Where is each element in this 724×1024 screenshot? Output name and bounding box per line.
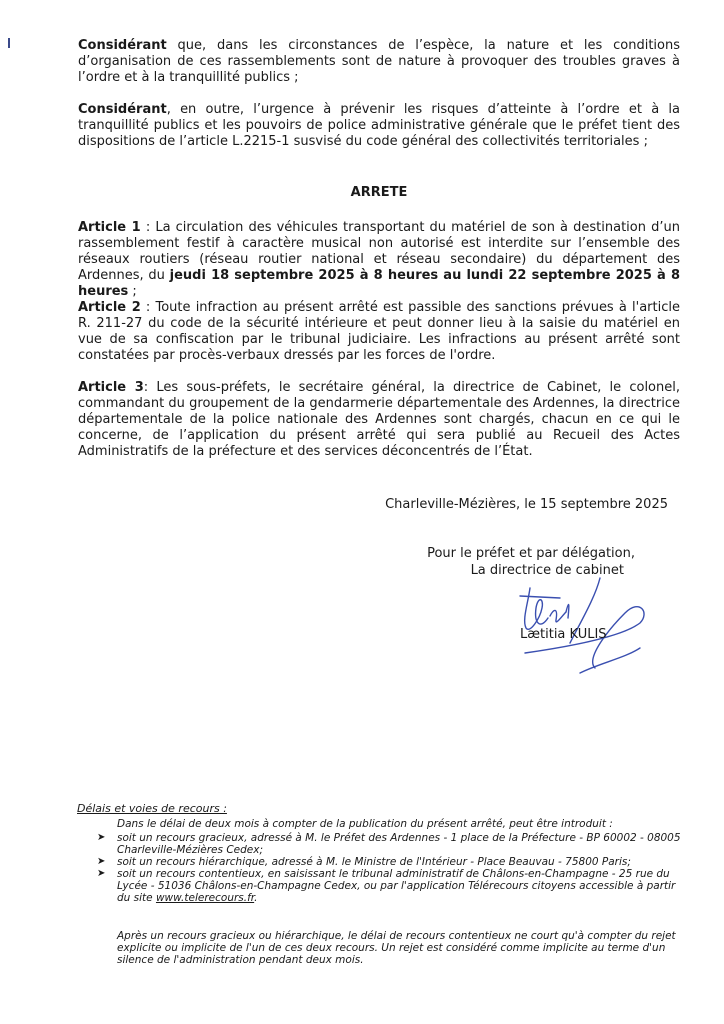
list-item xyxy=(97,832,689,856)
arrete-heading: ARRETE xyxy=(350,185,408,200)
article-label: Article 3 xyxy=(78,380,144,395)
margin-mark xyxy=(8,38,10,48)
considerant-label: Considérant xyxy=(78,38,167,53)
signature-delegation: Pour le préfet et par délégation, xyxy=(427,546,635,561)
arrow-bullet-icon: ➤ xyxy=(97,856,106,867)
article-label: Article 1 xyxy=(78,220,141,235)
article-2 xyxy=(78,300,680,364)
article-dates: jeudi 18 septembre 2025 à 8 heures au lundi 22 septembre 2025 à 8 heures xyxy=(78,268,680,299)
list-item xyxy=(97,856,689,868)
considerant-label: Considérant xyxy=(78,102,167,117)
arrow-bullet-icon: ➤ xyxy=(97,868,106,879)
recours-intro: Dans le délai de deux mois à compter de la publication du présent arrêté, peut être introduit : xyxy=(117,818,613,830)
recours-title: Délais et voies de recours : xyxy=(77,802,227,815)
article-3 xyxy=(78,380,680,460)
article-label: Article 2 xyxy=(78,300,141,315)
considerant-paragraph-2 xyxy=(78,102,680,150)
recours-list xyxy=(97,832,689,904)
arrow-bullet-icon: ➤ xyxy=(97,832,106,843)
telerecours-link[interactable]: www.telerecours.fr xyxy=(155,892,255,904)
recours-item-end: . xyxy=(254,892,258,904)
considerant-paragraph-1 xyxy=(78,38,680,86)
handwritten-signature xyxy=(500,568,660,678)
recours-item-text: soit un recours contentieux, en saisissant le tribunal administratif de Châlons-en-Champagne - 25 rue du Lycée - 51036 Châlons-en-Champagne Cedex, ou par l'application Télérecours citoyens accessible à partir du site xyxy=(117,868,676,904)
considerant-text: que, dans les circonstances de l’espèce, la nature et les conditions d’organisation de ces rassemblements sont de nature à provoquer des troubles graves à l’ordre et à la tranquillité publics ; xyxy=(78,38,680,85)
recours-item-text: soit un recours hiérarchique, adressé à M. le Ministre de l'Intérieur - Place Beauvau - 75800 Paris; xyxy=(117,856,631,868)
list-item xyxy=(97,868,689,904)
signature-title: La directrice de cabinet xyxy=(470,563,624,578)
considerant-text: , en outre, l’urgence à prévenir les risques d’atteinte à l’ordre et à la tranquillité publics et les pouvoirs de police administrative générale que le préfet tient des dispositions de l’article L.2215-1 susvisé du code général des collectivités territoriales ; xyxy=(78,102,680,149)
article-text: : La circulation des véhicules transportant du matériel de son à destination d’un rassemblement festif à caractère musical non autorisé est interdite sur l’ensemble des réseaux routiers (réseau routier national et réseau secondaire) du département des Ardennes, du xyxy=(78,220,680,283)
recours-item-text: soit un recours gracieux, adressé à M. le Préfet des Ardennes - 1 place de la Préfecture - BP 60002 - 08005 Charleville-Mézières Cedex; xyxy=(117,832,681,856)
article-text: : Toute infraction au présent arrêté est passible des sanctions prévues à l'article R. 211-27 du code de la sécurité intérieure et peut donner lieu à la saisie du matériel en vue de sa confiscation par le tribunal judiciaire. Les infractions au présent arrêté sont constatées par procès-verbaux dressés par les forces de l'ordre. xyxy=(78,300,680,363)
place-date: Charleville-Mézières, le 15 septembre 2025 xyxy=(385,497,668,512)
article-end: ; xyxy=(128,284,137,299)
article-text: : Les sous-préfets, le secrétaire général, la directrice de Cabinet, le colonel, commandant du groupement de la gendarmerie départementale des Ardennes, la directrice départementale de la police nationale des Ardennes sont chargés, chacun en ce qui le concerne, de l’application du présent arrêté qui sera publié au Recueil des Actes Administratifs de la préfecture et des services déconcentrés de l’État. xyxy=(78,380,680,459)
article-1 xyxy=(78,220,680,300)
recours-footnote: Après un recours gracieux ou hiérarchique, le délai de recours contentieux ne court qu'à compter du rejet explicite ou implicite de l'un de ces deux recours. Un rejet est considéré comme implicite au terme d'un silence de l'administration pendant deux mois. xyxy=(117,930,676,966)
signatory-name: Lætitia KULIS xyxy=(520,627,607,642)
